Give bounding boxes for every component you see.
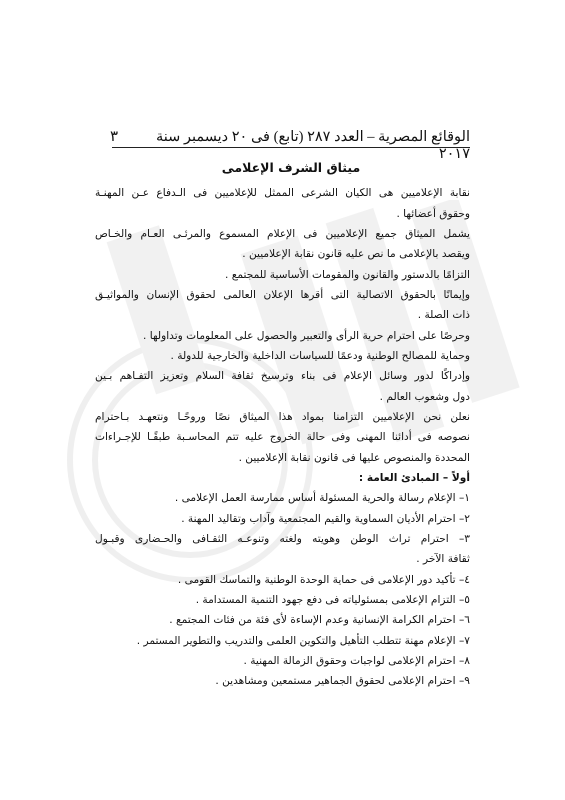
- list-item: ٨– احترام الإعلامى لواجبات وحقوق الزمالة المهنية .: [243, 655, 470, 667]
- text-line: وإيمانًا بالحقوق الاتصالية التى أقرها الإعلان العالمى لحقوق الإنسان والمواثيـق: [95, 289, 470, 301]
- text-line: وحرصًا على احترام حرية الرأى والتعبير والحصول على المعلومات وتداولها .: [143, 330, 470, 342]
- text-line: يشمل الميثاق جميع الإعلاميين فى الإعلام المسموع والمرئـى العـام والخـاص: [95, 228, 470, 240]
- list-item: ١– الإعلام رسالة والحرية المسئولة أساس ممارسة العمل الإعلامى .: [174, 492, 470, 504]
- list-item: ٢– احترام الأديان السماوية والقيم المجتمعية وآداب وتقاليد المهنة .: [181, 513, 470, 525]
- text-line: نقابة الإعلاميين هى الكيان الشرعى الممثل للإعلاميين فى الـدفاع عـن المهنـة: [95, 187, 470, 199]
- list-item: ٦– احترام الكرامة الإنسانية وعدم الإساءة لأى فئة من فئات المجتمع .: [169, 614, 470, 626]
- text-line: وحماية للمصالح الوطنية ودعمًا للسياسات الداخلية والخارجية للدولة .: [170, 350, 470, 362]
- text-line: نعلن نحن الإعلاميين التزامنا بمواد هذا الميثاق نصًا وروحًـا ونتعهـد بـاحترام: [95, 411, 470, 423]
- page-header: [110, 127, 470, 163]
- list-item: ٤– تأكيد دور الإعلامى فى حماية الوحدة الوطنية والتماسك القومى .: [177, 574, 470, 586]
- header-text: الوقائع المصرية – العدد ٢٨٧ (تابع) فى ٢٠ ديسمبر سنة ٢٠١٧: [156, 129, 470, 162]
- list-item: ٩– احترام الإعلامى لحقوق الجماهير مستمعين ومشاهدين .: [215, 675, 470, 687]
- list-item-continuation: ثقافة الآخر .: [416, 553, 470, 565]
- list-item: ٧– الإعلام مهنة تتطلب التأهيل والتكوين العلمى والتدريب والتطوير المستمر .: [136, 635, 470, 647]
- page-number: ٣: [110, 129, 119, 145]
- list-item: ٥– التزام الإعلامى بمسئولياته فى دفع جهود التنمية المستدامة .: [195, 594, 470, 606]
- header-divider: [112, 147, 470, 148]
- document-title: ميثاق الشرف الإعلامى: [221, 160, 361, 175]
- text-line: ذات الصلة .: [417, 309, 470, 321]
- section-heading: أولاً – المبادئ العامة :: [358, 472, 470, 484]
- text-line: نصوصه فى أدائنا المهنى وفى حالة الخروج عليه تتم المحاسـبة طبقًـا للإجـراءات: [95, 431, 470, 443]
- text-line: التزامًا بالدستور والقانون والمقومات الأساسية للمجتمع .: [225, 269, 470, 281]
- text-line: وحقوق أعضائها .: [396, 208, 470, 220]
- text-line: ويقصد بالإعلامى ما نص عليه قانون نقابة الإعلاميين .: [242, 248, 470, 260]
- text-line: دول وشعوب العالم .: [379, 391, 470, 403]
- text-line: المحددة والمنصوص عليها فى قانون نقابة الإعلاميين .: [238, 452, 470, 464]
- text-line: وإدراكًا لدور وسائل الإعلام فى بناء وترسيخ ثقافة السلام وتعزيز التفـاهم بـين: [95, 370, 470, 382]
- list-item: ٣– احترام تراث الوطن وهويته ولغته وتنوعـه الثقـافى والحـضارى وقبـول: [95, 533, 470, 545]
